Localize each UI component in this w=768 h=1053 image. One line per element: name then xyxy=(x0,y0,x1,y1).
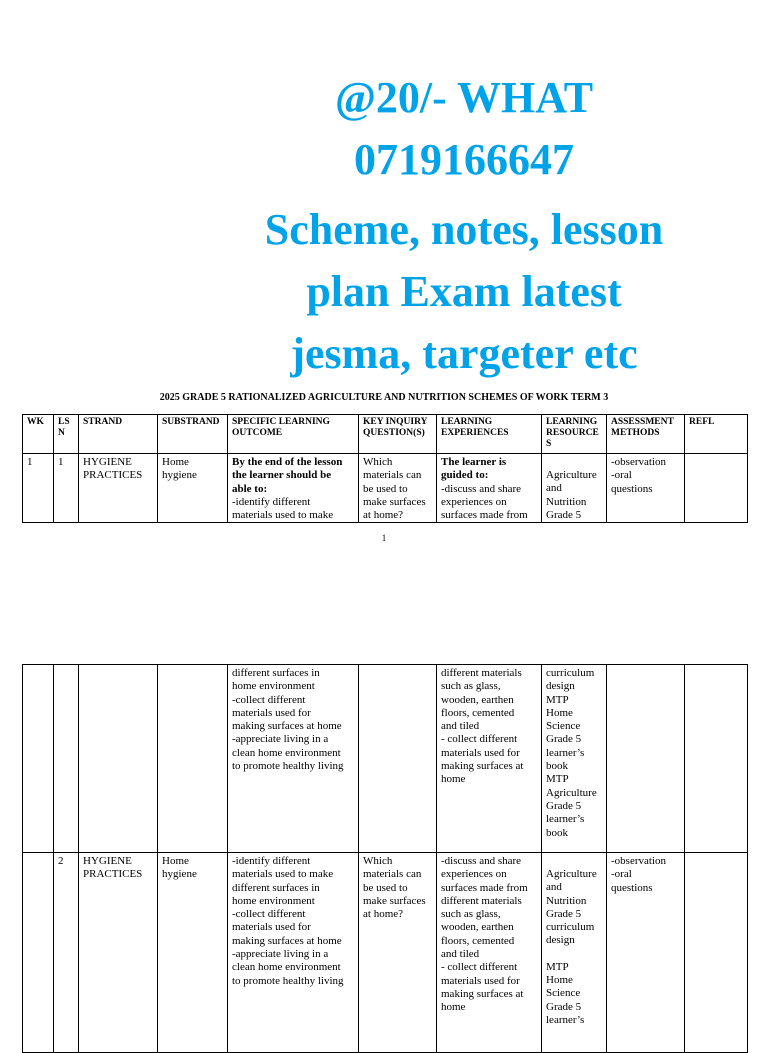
cell-learning-resources: Agriculture and Nutrition Grade 5 curriculum design MTP Home Science Grade 5 learner’s xyxy=(542,853,607,1053)
table-row xyxy=(23,853,748,1053)
cell-lsn xyxy=(54,665,79,853)
cell-strand: HYGIENE PRACTICES xyxy=(79,454,158,523)
scheme-table-page-2 xyxy=(22,664,748,1053)
cell-refl xyxy=(685,665,748,853)
header-substrand: SUBSTRAND xyxy=(158,415,228,454)
cell-learning-experiences: different materials such as glass, wooden, earthen floors, cemented and tiled - collect different materials used for making surfaces at home xyxy=(437,665,542,853)
cell-assessment-methods xyxy=(607,665,685,853)
cell-substrand: Home hygiene xyxy=(158,853,228,1053)
cell-substrand xyxy=(158,665,228,853)
cell-refl xyxy=(685,853,748,1053)
cell-lsn: 2 xyxy=(54,853,79,1053)
header-wk: WK xyxy=(23,415,54,454)
cell-assessment-methods: -observation -oral questions xyxy=(607,454,685,523)
header-key-inquiry-questions: KEY INQUIRY QUESTION(S) xyxy=(359,415,437,454)
cell-specific-learning-outcome: different surfaces in home environment -collect different materials used for making surfaces at home -appreciate living in a clean home environment to promote healthy living xyxy=(228,665,359,853)
cell-learning-resources: Agriculture and Nutrition Grade 5 xyxy=(542,454,607,523)
cell-key-inquiry-question: Which materials can be used to make surfaces at home? xyxy=(359,454,437,523)
promo-line-1: @20/- WHAT xyxy=(334,73,594,122)
cell-lsn: 1 xyxy=(54,454,79,523)
cell-wk xyxy=(23,665,54,853)
table-row xyxy=(23,454,748,523)
cell-key-inquiry-question: Which materials can be used to make surfaces at home? xyxy=(359,853,437,1053)
cell-refl xyxy=(685,454,748,523)
promo-line-5: jesma, targeter etc xyxy=(290,329,638,378)
cell-learning-resources: curriculum design MTP Home Science Grade 5 learner’s book MTP Agriculture Grade 5 learner’s book xyxy=(542,665,607,853)
cell-learning-experiences: -discuss and share experiences on surfaces made from different materials such as glass, wooden, earthen floors, cemented and tiled - collect different materials used for making surfaces at home xyxy=(437,853,542,1053)
promo-line-4: plan Exam latest xyxy=(306,267,622,316)
cell-assessment-methods: -observation -oral questions xyxy=(607,853,685,1053)
cell-strand xyxy=(79,665,158,853)
promo-line-2: 0719166647 xyxy=(354,135,574,184)
header-learning-resources: LEARNING RESOURCE S xyxy=(542,415,607,454)
cell-specific-learning-outcome: By the end of the lesson the learner should be able to: -identify different materials used to make xyxy=(228,454,359,523)
cell-key-inquiry-question xyxy=(359,665,437,853)
header-refl: REFL xyxy=(685,415,748,454)
header-strand: STRAND xyxy=(79,415,158,454)
cell-wk xyxy=(23,853,54,1053)
cell-wk: 1 xyxy=(23,454,54,523)
cell-specific-learning-outcome: -identify different materials used to make different surfaces in home environment -collect different materials used for making surfaces at home -appreciate living in a clean home environment to promote healthy living xyxy=(228,853,359,1053)
header-learning-experiences: LEARNING EXPERIENCES xyxy=(437,415,542,454)
header-assessment-methods: ASSESSMENT METHODS xyxy=(607,415,685,454)
table-header-row xyxy=(23,415,748,454)
cell-learning-experiences: The learner is guided to: -discuss and share experiences on surfaces made from xyxy=(437,454,542,523)
scheme-table-page-1 xyxy=(22,414,748,523)
header-specific-learning-outcome: SPECIFIC LEARNING OUTCOME xyxy=(228,415,359,454)
promo-line-3: Scheme, notes, lesson xyxy=(264,205,664,254)
page-number: 1 xyxy=(381,533,387,543)
cell-substrand: Home hygiene xyxy=(158,454,228,523)
cell-strand: HYGIENE PRACTICES xyxy=(79,853,158,1053)
table-row xyxy=(23,665,748,853)
header-lsn: LS N xyxy=(54,415,79,454)
document-title: 2025 GRADE 5 RATIONALIZED AGRICULTURE AND NUTRITION SCHEMES OF WORK TERM 3 xyxy=(159,392,609,403)
